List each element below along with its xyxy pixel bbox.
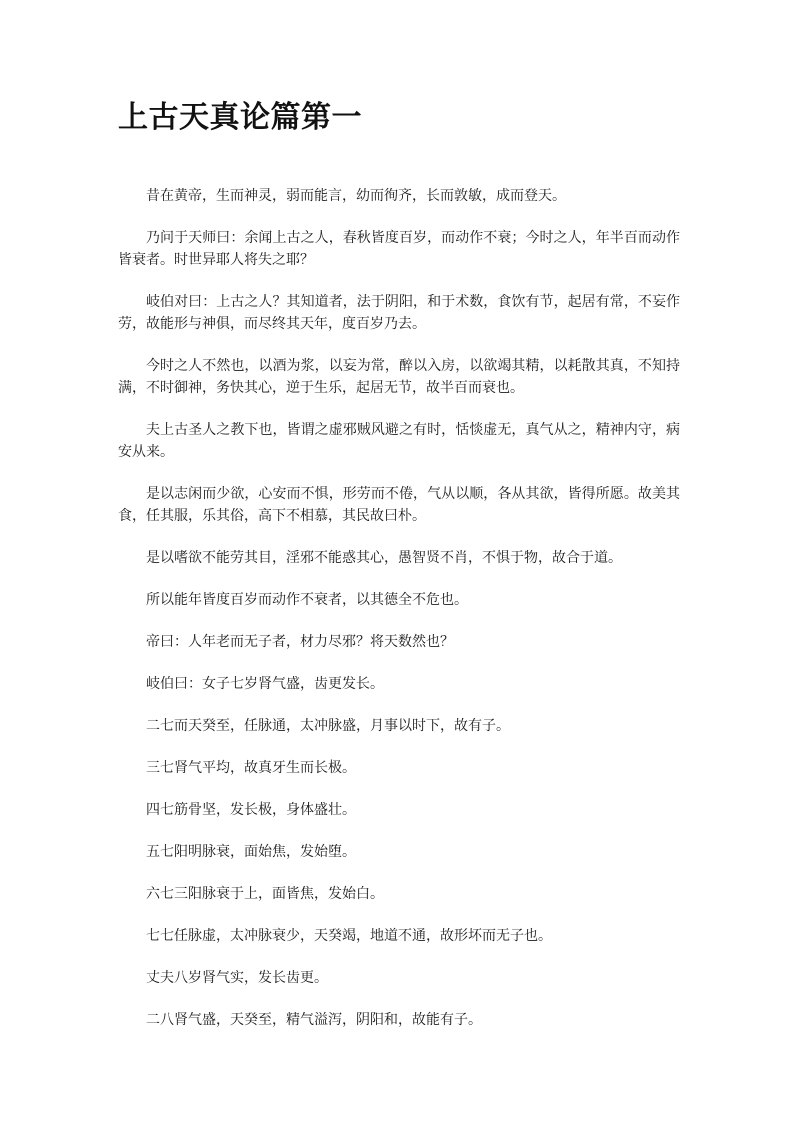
paragraph: 帝曰：人年老而无子者，材力尽邪？将天数然也？	[146, 634, 454, 650]
paragraph: 五七阳明脉衰，面始焦，发始堕。	[146, 844, 356, 860]
paragraph: 丈夫八岁肾气实，发长齿更。	[146, 970, 328, 986]
paragraph: 岐伯曰：女子七岁肾气盛，齿更发长。	[146, 676, 384, 692]
paragraph: 三七肾气平均，故真牙生而长极。	[146, 760, 356, 776]
paragraph: 昔在黄帝，生而神灵，弱而能言，幼而徇齐，长而敦敏，成而登天。	[146, 188, 566, 204]
paragraph: 四七筋骨坚，发长极，身体盛壮。	[146, 802, 356, 818]
paragraph: 二八肾气盛，天癸至，精气溢泻，阴阳和，故能有子。	[146, 1012, 482, 1028]
paragraph: 乃问于天师曰：余闻上古之人，春秋皆度百岁，而动作不衰；今时之人，年半百而动作皆衰者。时世异耶人将失之耶？	[118, 230, 680, 268]
page-title: 上古天真论篇第一	[118, 100, 362, 135]
document-body	[118, 185, 680, 1051]
paragraph: 是以嗜欲不能劳其目，淫邪不能惑其心，愚智贤不肖，不惧于物，故合于道。	[146, 550, 622, 566]
paragraph: 七七任脉虚，太冲脉衰少，天癸竭，地道不通，故形坏而无子也。	[146, 928, 552, 944]
paragraph: 所以能年皆度百岁而动作不衰者，以其德全不危也。	[146, 592, 468, 608]
paragraph: 二七而天癸至，任脉通，太冲脉盛，月事以时下，故有子。	[146, 718, 510, 734]
paragraph: 夫上古圣人之教下也，皆谓之虚邪贼风避之有时，恬惔虚无，真气从之，精神内守，病安从来。	[118, 422, 680, 460]
paragraph: 岐伯对曰：上古之人？其知道者，法于阴阳，和于术数，食饮有节，起居有常，不妄作劳，故能形与神俱，而尽终其天年，度百岁乃去。	[118, 294, 680, 332]
paragraph: 今时之人不然也，以酒为浆，以妄为常，醉以入房，以欲竭其精，以耗散其真，不知持满，不时御神，务快其心，逆于生乐，起居无节，故半百而衰也。	[118, 358, 680, 396]
paragraph: 是以志闲而少欲，心安而不惧，形劳而不倦，气从以顺，各从其欲，皆得所愿。故美其食，任其服，乐其俗，高下不相慕，其民故曰朴。	[118, 486, 680, 524]
paragraph: 六七三阳脉衰于上，面皆焦，发始白。	[146, 886, 384, 902]
